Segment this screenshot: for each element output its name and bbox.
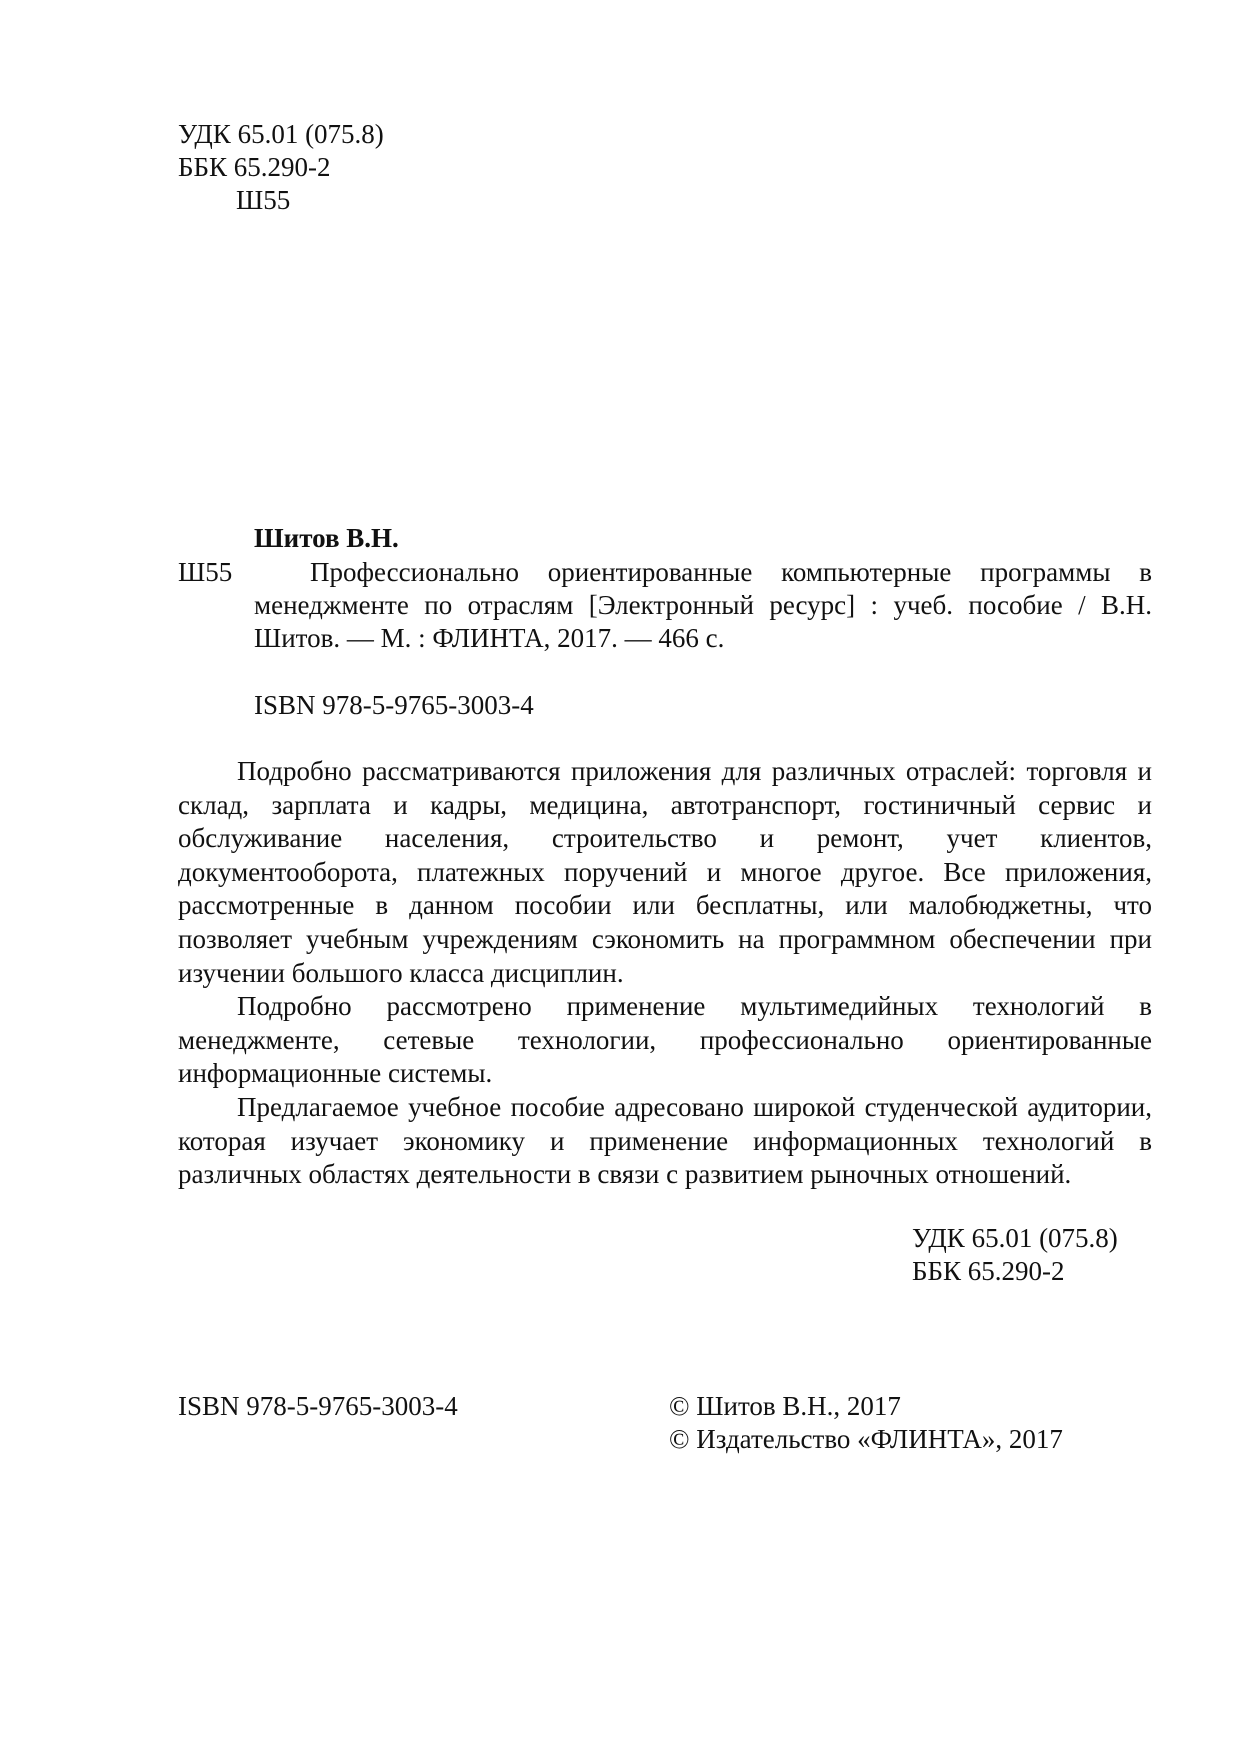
annotation-paragraph: Подробно рассматриваются приложения для различных отраслей: торговля и склад, зарплата и кадры, медицина, автотранспорт, гостиничный сервис и обслуживание населения, строительство и ремонт, учет клиентов, документооборота, платежных поручений и многое другое. Все приложения, рассмотренные в данном пособии или бесплатны, или малобюджетны, что позволяет учебным учреждениям сэкономить на программном обеспечении при изучении большого класса дисциплин.	[178, 756, 1152, 988]
footer-bbk: ББК 65.290-2	[912, 1256, 1065, 1286]
copyright-author: © Шитов В.Н., 2017	[669, 1391, 901, 1421]
annotation-paragraph: Подробно рассмотрено применение мультимедийных технологий в менеджменте, сетевые технологии, профессионально ориентированные информационные системы.	[178, 991, 1152, 1089]
author-name: Шитов В.Н.	[254, 523, 399, 553]
footer-udk: УДК 65.01 (075.8)	[912, 1223, 1118, 1253]
classification-codes	[912, 1222, 1118, 1288]
header-author-code: Ш55	[236, 185, 291, 215]
record-author-code: Ш55	[178, 557, 233, 587]
bibliographic-citation: Профессионально ориентированные компьютерные программы в менеджменте по отраслям [Электронный ресурс] : учеб. пособие / В.Н. Шитов. — М. : ФЛИНТА, 2017. — 466 с.	[254, 557, 1152, 653]
header-udk: УДК 65.01 (075.8)	[178, 119, 384, 149]
header-bbk: ББК 65.290-2	[178, 152, 331, 182]
annotation-paragraph: Предлагаемое учебное пособие адресовано широкой студенческой аудитории, которая изучает экономику и применение информационных технологий в различных областях деятельности в связи с развитием рыночных отношений.	[178, 1091, 1152, 1190]
annotation	[178, 755, 1152, 1192]
copyright-publisher: © Издательство «ФЛИНТА», 2017	[669, 1424, 1063, 1454]
record-isbn: ISBN 978-5-9765-3003-4	[254, 690, 534, 720]
copyright-block	[669, 1390, 1063, 1456]
footer-isbn: ISBN 978-5-9765-3003-4	[178, 1391, 458, 1421]
